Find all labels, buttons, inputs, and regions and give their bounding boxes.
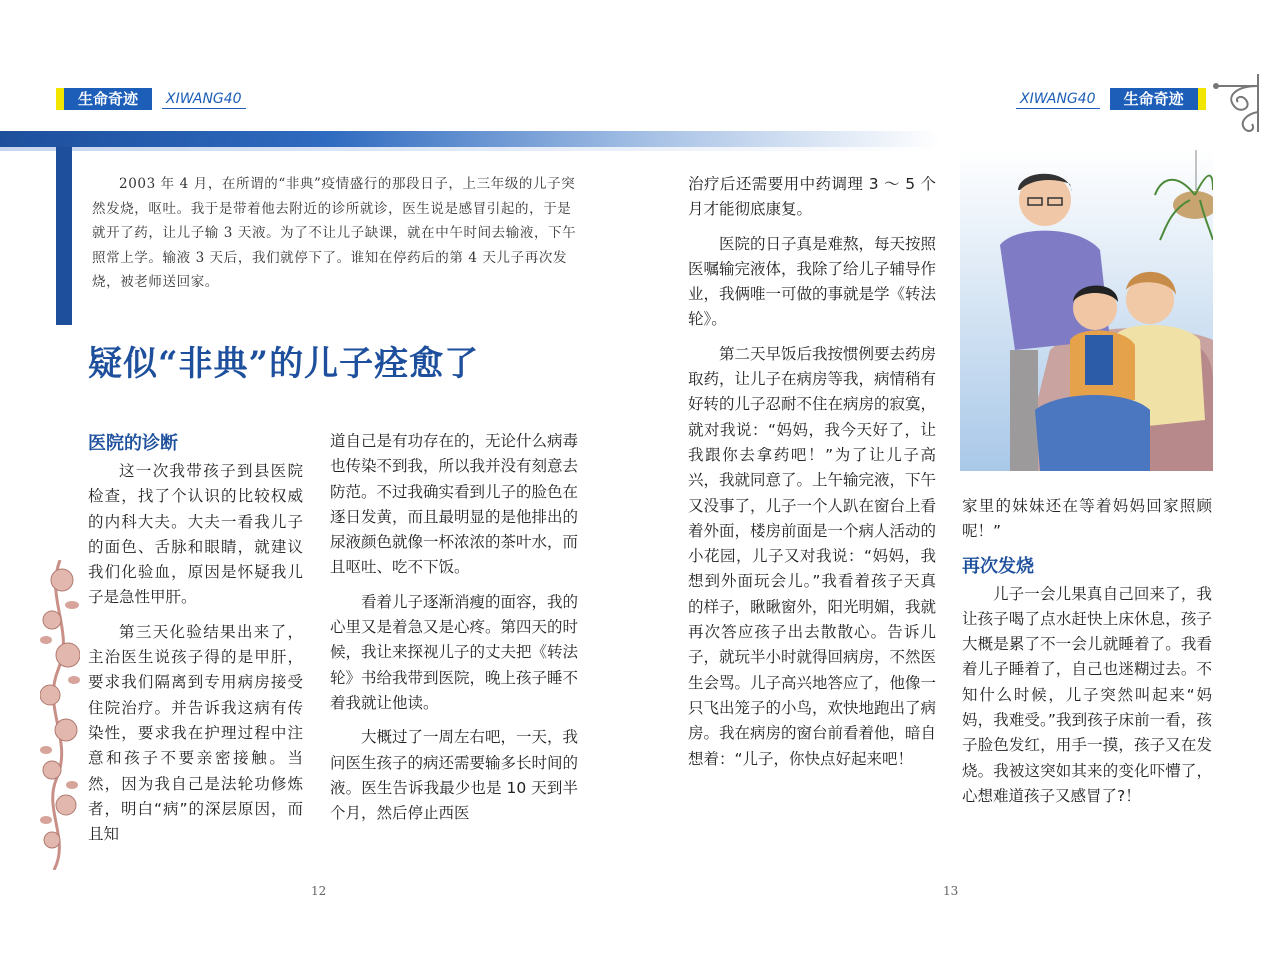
paragraph: 第二天早饭后我按惯例要去药房取药，让儿子在病房等我，病情稍有好转的儿子忍耐不住在病房的寂寞，就对我说：“妈妈，我今天好了，让我跟你去拿药吧！”为了让儿子高兴，我就同意了。上午输完液，下午又没事了，儿子一个人趴在窗台上看着外面，楼房前面是一个病人活动的小花园，儿子又对我说：“妈妈，我想到外面玩会儿。”我看着孩子天真的样子，瞅瞅窗外，阳光明媚，我就再次答应孩子出去散散心。告诉儿子，就玩半小时就得回病房，不然医生会骂。儿子高兴地答应了，他像一只飞出笼子的小鸟，欢快地跑出了病房。我在病房的窗台前看着他，暗自想着：“儿子，你快点好起来吧！ — [688, 344, 937, 768]
right-issue-code: XIWANG40 — [1016, 90, 1100, 109]
section-heading-fever-again: 再次发烧 — [962, 555, 1034, 577]
section-heading-hospital-diagnosis: 医院的诊断 — [88, 433, 178, 454]
article-title: 疑似“非典”的儿子痊愈了 — [88, 344, 480, 384]
hanging-plant-bracket-icon — [1206, 72, 1262, 142]
floral-vine-ornament-icon — [40, 560, 80, 870]
intro-paragraph: 2003 年 4 月，在所谓的“非典”疫情盛行的那段日子，上三年级的儿子突然发烧，呕吐。我于是带着他去附近的诊所就诊，医生说是感冒引起的，于是就开了药，让儿子输 3 天液。为了不让儿子缺课，就在中午时间去输液，下午照常上学。输液 3 天后，我们就停下了。谁知在停药后的第 4 天儿子再次发烧，被老师送回家。 — [92, 176, 577, 290]
paragraph: 儿子一会儿果真自己回来了，我让孩子喝了点水赶快上床休息，孩子大概是累了不一会儿就睡着了。我看着儿子睡着了，自己也迷糊过去。不知什么时候，儿子突然叫起来“妈妈，我难受。”我到孩子床前一看，孩子脸色发红，用手一摸，孩子又在发烧。我被这突如其来的变化吓懵了，心想难道孩子又感冒了?！ — [962, 584, 1212, 805]
paragraph: 家里的妹妹还在等着妈妈回家照顾呢！” — [962, 497, 1212, 541]
page-number-right: 13 — [943, 884, 959, 898]
yellow-marker — [56, 88, 64, 110]
yellow-marker — [1198, 88, 1206, 110]
paragraph: 这一次我带孩子到县医院检查，找了个认识的比较权威的内科大夫。大夫一看我儿子的面色、舌脉和眼睛，就建议我们化验血，原因是怀疑我儿子是急性甲肝。 — [88, 462, 303, 607]
left-issue-code: XIWANG40 — [162, 90, 246, 109]
left-vertical-bar — [56, 147, 72, 325]
paragraph: 治疗后还需要用中药调理 3 ～ 5 个月才能彻底康复。 — [688, 175, 936, 219]
column-2 — [330, 429, 578, 835]
left-section-label: 生命奇迹 — [64, 88, 152, 110]
paragraph: 看着儿子逐渐消瘦的面容，我的心里又是着急又是心疼。第四天的时候，我让来探视儿子的丈夫把《转法轮》书给我带到医院，晚上孩子睡不着我就让他读。 — [330, 592, 579, 712]
column-4 — [962, 494, 1212, 818]
column-1 — [88, 431, 303, 856]
paragraph: 大概过了一周左右吧，一天，我问医生孩子的病还需要输多长时间的液。医生告诉我最少也是 10 天到半个月，然后停止西医 — [330, 728, 579, 823]
paragraph: 医院的日子真是难熬，每天按照医嘱输完液体，我除了给儿子辅导作业，我俩唯一可做的事就是学《转法轮》。 — [688, 234, 937, 329]
paragraph: 第三天化验结果出来了，主治医生说孩子得的是甲肝，要求我们隔离到专用病房接受住院治疗。并告诉我这病有传染性，要求我在护理过程中注意和孩子不要亲密接触。当然，因为我自己是法轮功修炼者，明白“病”的深层原因，而且知 — [88, 622, 303, 844]
header-gradient-band — [0, 131, 940, 147]
header-gradient-shadow — [0, 147, 940, 151]
page-number-left: 12 — [311, 884, 327, 898]
right-section-label: 生命奇迹 — [1110, 88, 1198, 110]
column-3 — [688, 172, 936, 781]
paragraph: 道自己是有功存在的，无论什么病毒也传染不到我，所以我并没有刻意去防范。不过我确实看到儿子的脸色在逐日发黄，而且最明显的是他排出的尿液颜色就像一杯浓浓的茶叶水，而且呕吐、吃不下饭。 — [330, 432, 579, 577]
family-illustration — [960, 150, 1213, 471]
left-section-tag — [56, 88, 246, 110]
right-section-tag — [1016, 88, 1206, 110]
